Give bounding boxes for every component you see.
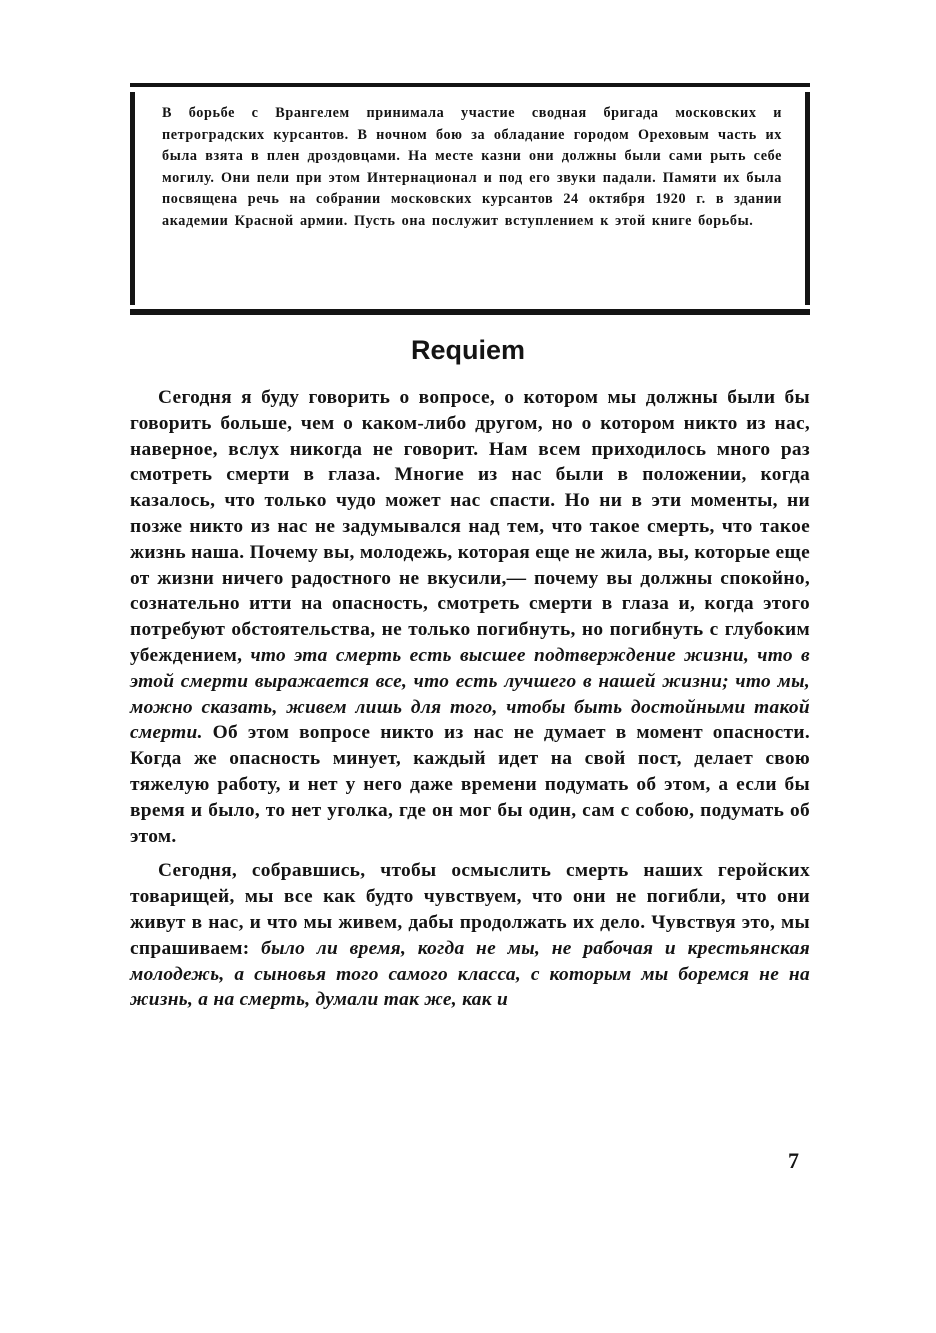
paragraph-2-start: Сегодня, собравшись, чтобы осмыслить смерть наших геройских товарищей, мы все как будто чувствуем, что они не погибли, что они живут в нас, и что мы живем, дабы продолжать их дело. Чувствуя это, мы спрашиваем: (130, 860, 810, 959)
body-text (130, 385, 810, 1013)
paragraph-1-end: Об этом вопросе никто из нас не думает в момент опасности. Когда же опасность минует, каждый идет на свой пост, делает свою тяжелую работу, и нет у него даже времени подумать об этом, а если бы время и было, то нет уголка, где он мог бы один, сам с собою, подумать об этом. (130, 722, 810, 847)
epigraph-top-rule (130, 83, 810, 87)
paragraph-1-start: Сегодня я буду говорить о вопросе, о котором мы должны были бы говорить больше, чем о каком-либо другом, но о котором никто из нас, наверное, вслух никогда не говорит. Нам всем приходилось много раз смотреть смерти в глаза. Многие из нас были в положении, когда казалось, что только чудо может нас спасти. Но ни в эти моменты, ни позже никто из нас не задумывался над тем, что такое смерть, что такое жизнь наша. Почему вы, молодежь, которая еще не жила, вы, которые еще от жизни ничего радостного не вкусили,— почему вы должны спокойно, сознательно итти на опасность, смотреть смерти в глаза и, когда этого потребуют обстоятельства, не только погибнуть, но погибнуть с глубоким убеждением, (130, 387, 810, 666)
epigraph-bottom-rule (130, 309, 810, 315)
page-number: 7 (788, 1148, 799, 1173)
epigraph-text: В борьбе с Врангелем принимала участие сводная бригада московских и петроградских курсантов. В ночном бою за обладание городом Ореховым часть их была взята в плен дроздовцами. На месте казни они должны были сами рыть себе могилу. Они пели при этом Интернационал и под его звуки падали. Памяти их была посвящена речь на собрании московских курсантов 24 октября 1920 г. в здании академии Красной армии. Пусть она послужит вступлением к этой книге борьбы. (162, 105, 782, 229)
paragraph-2 (130, 858, 810, 1013)
paragraph-1 (130, 385, 810, 849)
chapter-title: Requiem (410, 335, 526, 365)
paragraph-1-italic: что эта смерть есть высшее подтверждение жизни, что в этой смерти выражается все, что есть лучшего в нашей жизни; что мы, можно сказать, живем лишь для того, чтобы быть достойными такой смерти. (130, 644, 810, 744)
paragraph-2-italic: было ли время, когда не мы, не рабочая и крестьянская молодежь, а сыновья того самого класса, с которым мы боремся не на жизнь, а на смерть, думали так же, как и (130, 937, 810, 1011)
